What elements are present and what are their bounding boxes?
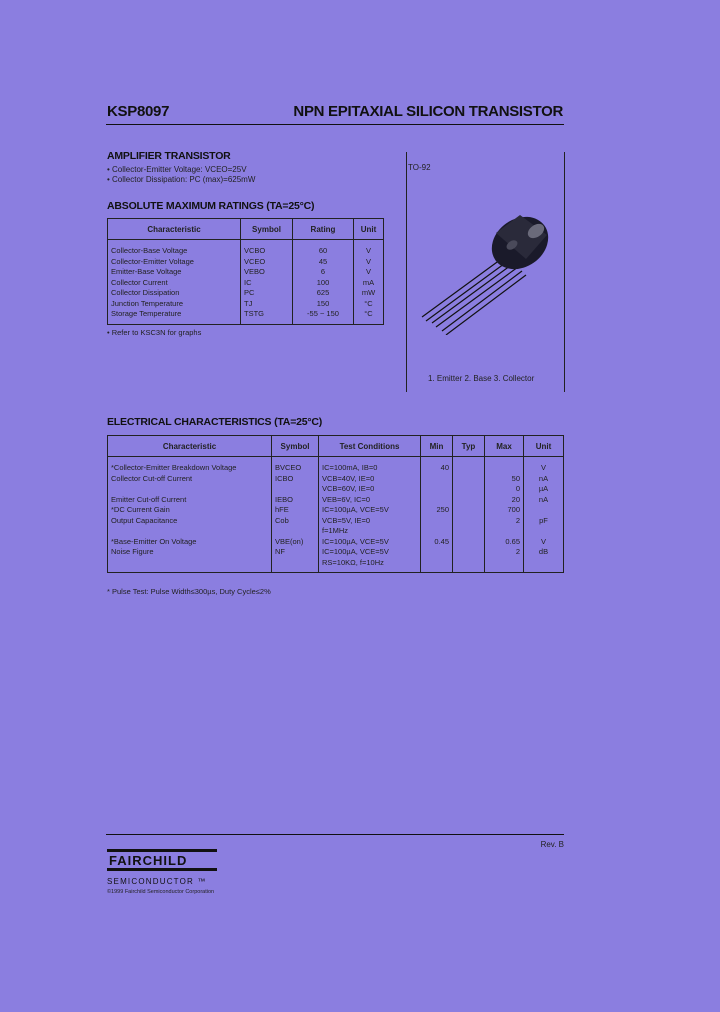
table-row bbox=[108, 278, 384, 289]
characteristic-cell: Junction Temperature bbox=[108, 299, 241, 310]
table-row bbox=[108, 267, 384, 278]
unit-cell: nA bbox=[524, 474, 564, 485]
characteristic-cell bbox=[108, 526, 272, 537]
table-row bbox=[108, 495, 564, 506]
typ-cell bbox=[453, 516, 485, 527]
column-header: Unit bbox=[524, 436, 564, 457]
header-rule bbox=[106, 124, 564, 125]
conditions-cell: IC=100mA, IB=0 bbox=[319, 457, 421, 474]
unit-cell: dB bbox=[524, 547, 564, 558]
conditions-cell: f=1MHz bbox=[319, 526, 421, 537]
column-header: Characteristic bbox=[108, 219, 241, 240]
symbol-cell: VBE(on) bbox=[272, 537, 319, 548]
characteristic-cell: Output Capacitance bbox=[108, 516, 272, 527]
table-row bbox=[108, 537, 564, 548]
unit-cell: V bbox=[354, 267, 384, 278]
abs-max-title: ABSOLUTE MAXIMUM RATINGS (TA=25°C) bbox=[107, 200, 315, 212]
max-cell bbox=[485, 457, 524, 474]
typ-cell bbox=[453, 526, 485, 537]
table-header-row bbox=[108, 219, 384, 240]
unit-cell: V bbox=[354, 257, 384, 268]
table-row bbox=[108, 558, 564, 573]
conditions-cell: IC=100µA, VCE=5V bbox=[319, 547, 421, 558]
pin-assignment: 1. Emitter 2. Base 3. Collector bbox=[428, 374, 535, 383]
symbol-cell bbox=[272, 484, 319, 495]
rating-cell: -55 ~ 150 bbox=[293, 309, 354, 324]
symbol-cell: IEBO bbox=[272, 495, 319, 506]
table-row bbox=[108, 288, 384, 299]
symbol-cell: TSTG bbox=[241, 309, 293, 324]
unit-cell: °C bbox=[354, 309, 384, 324]
feature-bullet: • Collector-Emitter Voltage: VCEO=25V bbox=[107, 165, 247, 174]
unit-cell bbox=[524, 558, 564, 573]
column-header: Max bbox=[485, 436, 524, 457]
min-cell bbox=[421, 516, 453, 527]
unit-cell: mA bbox=[354, 278, 384, 289]
characteristic-cell: Collector Cut-off Current bbox=[108, 474, 272, 485]
symbol-cell: VCBO bbox=[241, 240, 293, 257]
unit-cell: °C bbox=[354, 299, 384, 310]
max-cell: 50 bbox=[485, 474, 524, 485]
table-row bbox=[108, 474, 564, 485]
max-cell: 700 bbox=[485, 505, 524, 516]
conditions-cell: VEB=6V, IC=0 bbox=[319, 495, 421, 506]
part-number: KSP8097 bbox=[107, 103, 170, 120]
copyright: ©1999 Fairchild Semiconductor Corporation bbox=[107, 889, 215, 895]
min-cell: 250 bbox=[421, 505, 453, 516]
package-name: TO-92 bbox=[408, 163, 431, 172]
symbol-cell: VCEO bbox=[241, 257, 293, 268]
symbol-cell: NF bbox=[272, 547, 319, 558]
package-panel-right-border bbox=[564, 152, 565, 392]
max-cell: 0.65 bbox=[485, 537, 524, 548]
characteristic-cell: Noise Figure bbox=[108, 547, 272, 558]
table-row bbox=[108, 240, 384, 257]
fairchild-logo bbox=[107, 849, 217, 873]
characteristic-cell: *DC Current Gain bbox=[108, 505, 272, 516]
symbol-cell: PC bbox=[241, 288, 293, 299]
characteristic-cell: Emitter-Base Voltage bbox=[108, 267, 241, 278]
logo-wordmark: FAIRCHILD bbox=[107, 849, 217, 871]
column-header: Characteristic bbox=[108, 436, 272, 457]
unit-cell: pF bbox=[524, 516, 564, 527]
table-row bbox=[108, 516, 564, 527]
electrical-note: * Pulse Test: Pulse Width≤300µs, Duty Cycle≤2% bbox=[107, 587, 271, 596]
max-cell bbox=[485, 526, 524, 537]
rating-cell: 150 bbox=[293, 299, 354, 310]
unit-cell: mW bbox=[354, 288, 384, 299]
table-row bbox=[108, 505, 564, 516]
rating-cell: 60 bbox=[293, 240, 354, 257]
electrical-table bbox=[107, 435, 564, 573]
table-row bbox=[108, 257, 384, 268]
unit-cell: V bbox=[354, 240, 384, 257]
feature-bullet: • Collector Dissipation: PC (max)=625mW bbox=[107, 175, 256, 184]
rating-cell: 625 bbox=[293, 288, 354, 299]
unit-cell: V bbox=[524, 537, 564, 548]
to92-package-illustration bbox=[412, 205, 562, 335]
table-header-row bbox=[108, 436, 564, 457]
characteristic-cell: Collector-Emitter Voltage bbox=[108, 257, 241, 268]
table-row bbox=[108, 484, 564, 495]
revision-label: Rev. B bbox=[540, 840, 564, 849]
symbol-cell bbox=[272, 526, 319, 537]
symbol-cell: BVCEO bbox=[272, 457, 319, 474]
max-cell bbox=[485, 558, 524, 573]
typ-cell bbox=[453, 474, 485, 485]
symbol-cell: Cob bbox=[272, 516, 319, 527]
table-row bbox=[108, 547, 564, 558]
symbol-cell: hFE bbox=[272, 505, 319, 516]
rating-cell: 6 bbox=[293, 267, 354, 278]
abs-max-table bbox=[107, 218, 384, 325]
unit-cell: µA bbox=[524, 484, 564, 495]
symbol-cell: VEBO bbox=[241, 267, 293, 278]
typ-cell bbox=[453, 547, 485, 558]
table-row bbox=[108, 309, 384, 324]
characteristic-cell: Collector Dissipation bbox=[108, 288, 241, 299]
characteristic-cell: Emitter Cut-off Current bbox=[108, 495, 272, 506]
column-header: Symbol bbox=[272, 436, 319, 457]
characteristic-cell bbox=[108, 484, 272, 495]
typ-cell bbox=[453, 457, 485, 474]
logo-subtitle: SEMICONDUCTOR ™ bbox=[107, 877, 207, 886]
column-header: Min bbox=[421, 436, 453, 457]
min-cell bbox=[421, 526, 453, 537]
min-cell bbox=[421, 484, 453, 495]
characteristic-cell: Collector-Base Voltage bbox=[108, 240, 241, 257]
max-cell: 2 bbox=[485, 516, 524, 527]
symbol-cell: IC bbox=[241, 278, 293, 289]
characteristic-cell: *Base-Emitter On Voltage bbox=[108, 537, 272, 548]
table-row bbox=[108, 526, 564, 537]
symbol-cell bbox=[272, 558, 319, 573]
conditions-cell: IC=100µA, VCE=5V bbox=[319, 537, 421, 548]
characteristic-cell: *Collector-Emitter Breakdown Voltage bbox=[108, 457, 272, 474]
rating-cell: 45 bbox=[293, 257, 354, 268]
characteristic-cell: Collector Current bbox=[108, 278, 241, 289]
unit-cell bbox=[524, 505, 564, 516]
electrical-title: ELECTRICAL CHARACTERISTICS (TA=25°C) bbox=[107, 416, 323, 428]
column-header: Test Conditions bbox=[319, 436, 421, 457]
conditions-cell: VCB=5V, IE=0 bbox=[319, 516, 421, 527]
column-header: Unit bbox=[354, 219, 384, 240]
unit-cell: nA bbox=[524, 495, 564, 506]
symbol-cell: ICBO bbox=[272, 474, 319, 485]
typ-cell bbox=[453, 495, 485, 506]
package-panel-left-border bbox=[406, 152, 407, 392]
rating-cell: 100 bbox=[293, 278, 354, 289]
max-cell: 20 bbox=[485, 495, 524, 506]
characteristic-cell bbox=[108, 558, 272, 573]
amplifier-title: AMPLIFIER TRANSISTOR bbox=[107, 150, 231, 162]
typ-cell bbox=[453, 484, 485, 495]
table-row bbox=[108, 457, 564, 474]
conditions-cell: RS=10KΩ, f=10Hz bbox=[319, 558, 421, 573]
min-cell bbox=[421, 495, 453, 506]
min-cell bbox=[421, 558, 453, 573]
column-header: Typ bbox=[453, 436, 485, 457]
conditions-cell: VCB=40V, IE=0 bbox=[319, 474, 421, 485]
table-row bbox=[108, 299, 384, 310]
unit-cell bbox=[524, 526, 564, 537]
symbol-cell: TJ bbox=[241, 299, 293, 310]
characteristic-cell: Storage Temperature bbox=[108, 309, 241, 324]
min-cell: 40 bbox=[421, 457, 453, 474]
typ-cell bbox=[453, 537, 485, 548]
column-header: Symbol bbox=[241, 219, 293, 240]
unit-cell: V bbox=[524, 457, 564, 474]
typ-cell bbox=[453, 505, 485, 516]
typ-cell bbox=[453, 558, 485, 573]
max-cell: 0 bbox=[485, 484, 524, 495]
max-cell: 2 bbox=[485, 547, 524, 558]
conditions-cell: VCB=60V, IE=0 bbox=[319, 484, 421, 495]
abs-max-note: • Refer to KSC3N for graphs bbox=[107, 328, 202, 337]
footer-rule bbox=[106, 834, 564, 835]
column-header: Rating bbox=[293, 219, 354, 240]
min-cell bbox=[421, 547, 453, 558]
min-cell bbox=[421, 474, 453, 485]
min-cell: 0.45 bbox=[421, 537, 453, 548]
document-title: NPN EPITAXIAL SILICON TRANSISTOR bbox=[293, 103, 563, 120]
conditions-cell: IC=100µA, VCE=5V bbox=[319, 505, 421, 516]
